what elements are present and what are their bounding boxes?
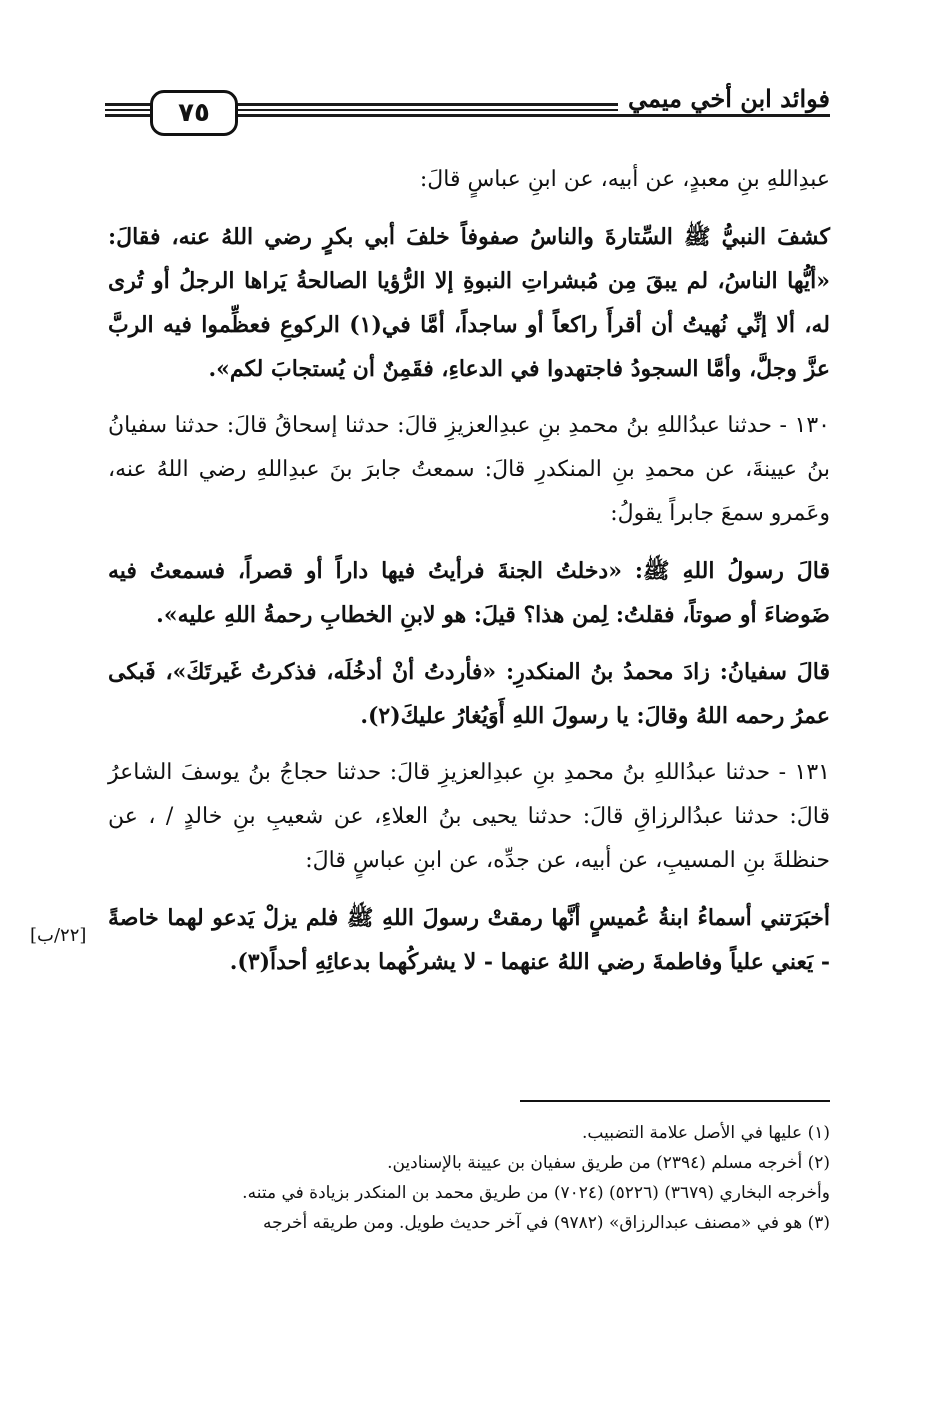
- main-text: [108, 158, 830, 997]
- hadith-text: قالَ سفيانُ: زادَ محمدُ بنُ المنكدرِ: «فأردتُ أنْ أدخُلَه، فذكرتُ غَيرتَكَ»، فَبكى عمرُ رحمه اللهُ وقالَ: يا رسولَ اللهِ أَوَيُغارُ عليكَ(٢).: [108, 659, 830, 729]
- isnad-paragraph: ١٣١ - حدثنا عبدُاللهِ بنُ محمدِ بنِ عبدِالعزيزِ قالَ: حدثنا حجاجُ بنُ يوسفَ الشاعرُ قالَ: حدثنا عبدُالرزاقِ قالَ: حدثنا يحيى بنُ العلاءِ، عن شعيبِ بنِ خالدٍ / ، عن حنظلةَ بنِ المسيبِ، عن أبيه، عن جدِّه، عن ابنِ عباسٍ قالَ:: [108, 760, 830, 873]
- footnote-separator: [520, 1100, 830, 1102]
- paragraph: عبدِاللهِ بنِ معبدٍ، عن أبيه، عن ابنِ عباسٍ قالَ:: [419, 167, 830, 192]
- hadith-text: كشفَ النبيُّ ﷺ السِّتارةَ والناسُ صفوفاً خلفَ أبي بكرٍ رضي اللهُ عنه، فقالَ: «أيُّها الناسُ، لم يبقَ مِن مُبشراتِ النبوةِ إلا الرُّؤيا الصالحةُ يَراها الرجلُ أو تُرى له، ألا إنِّي نُهيتُ أن أقرأَ راكعاً أو ساجداً، أمَّا في(١) الركوعِ فعظِّموا فيه الربَّ عزَّ وجلَّ، وأمَّا السجودُ فاجتهدوا في الدعاءِ، فقَمِنٌ أن يُستجابَ لكم».: [108, 224, 830, 382]
- hadith-text: قالَ رسولُ اللهِ ﷺ: «دخلتُ الجنةَ فرأيتُ فيها داراً أو قصراً، فسمعتُ فيه ضَوضاءَ أو صوتاً، فقلتُ: لِمن هذا؟ قيلَ: هو لابنِ الخطابِ رحمةُ اللهِ عليه».: [108, 558, 830, 628]
- footnote-continuation: وأخرجه البخاري (٣٦٧٩) (٥٢٢٦) (٧٠٢٤) من طريق محمد بن المنكدر بزيادة في متنه.: [242, 1183, 830, 1203]
- footnote: (١) عليها في الأصل علامة التضبيب.: [581, 1123, 830, 1143]
- page-number: ٧٥: [150, 90, 238, 136]
- footnote: (٢) أخرجه مسلم (٢٣٩٤) من طريق سفيان بن عيينة بالإسنادين.: [387, 1153, 830, 1173]
- footnote: (٣) هو في «مصنف عبدالرزاق» (٩٧٨٢) في آخر حديث طويل. ومن طريقه أخرجه: [262, 1213, 830, 1233]
- footnotes: [105, 1118, 830, 1238]
- isnad-paragraph: ١٣٠ - حدثنا عبدُاللهِ بنُ محمدِ بنِ عبدِالعزيزِ قالَ: حدثنا إسحاقُ قالَ: حدثنا سفيانُ بنُ عيينةَ، عن محمدِ بنِ المنكدرِ قالَ: سمعتُ جابرَ بنَ عبدِاللهِ رضي اللهُ عنه، وعَمرو سمعَ جابراً يقولُ:: [108, 413, 830, 526]
- hadith-text: أخبَرَتني أسماءُ ابنةُ عُميسٍ أنَّها رمقتْ رسولَ اللهِ ﷺ فلم يزلْ يَدعو لهما خاصةً - يَعني علياً وفاطمةَ رضي اللهُ عنهما - لا يشركُهما بدعائِهِ أحداً(٣).: [108, 905, 830, 975]
- manuscript-folio-reference: [٢٢/ب]: [30, 925, 87, 946]
- running-title: فوائد ابن أخي ميمي: [618, 84, 830, 113]
- page-header: [105, 80, 830, 138]
